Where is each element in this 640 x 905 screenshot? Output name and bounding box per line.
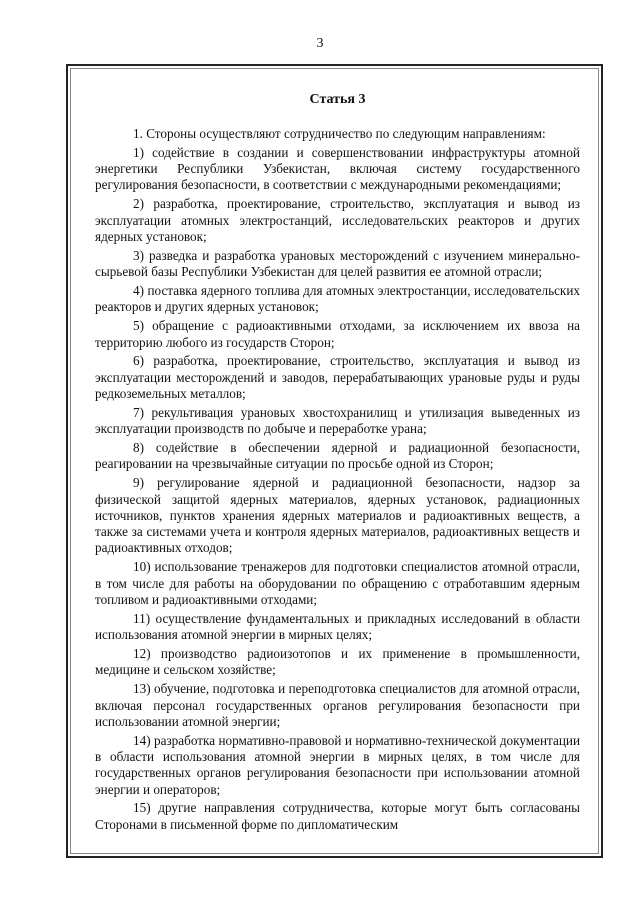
article-item-13: 13) обучение, подготовка и переподготовка специалистов для атомной отрасли, включая персонал государственных органов регулирования безопасности при использовании атомной энергии; [95,681,580,729]
article-item-11: 11) осуществление фундаментальных и прикладных исследований в области использования атомной энергии в мирных целях; [95,610,580,643]
article-item-1: 1) содействие в создании и совершенствовании инфраструктуры атомной энергетики Республики Узбекистан, включая систему государственного регулирования безопасности, в соответствии с международными рекомендациями; [95,144,580,193]
article-item-10: 10) использование тренажеров для подготовки специалистов атомной отрасли, в том числе для работы на оборудовании по обращению с отработавшим ядерным топливом и радиоактивными отходами; [95,559,580,607]
article-content [95,92,580,836]
article-item-2: 2) разработка, проектирование, строительство, эксплуатация и вывод из эксплуатации атомных электростанций, исследовательских реакторов и других ядерных установок; [95,196,580,244]
article-item-9: 9) регулирование ядерной и радиационной безопасности, надзор за физической защитой ядерных материалов, ядерных установок, радиационных источников, пунктов хранения ядерных материалов и радиоактивных веществ, а также за системами учета и контроля ядерных материалов, радиоактивных веществ и радиоактивных отходов; [95,475,580,556]
document-frame [66,64,603,858]
article-item-12: 12) производство радиоизотопов и их применение в промышленности, медицине и сельском хозяйстве; [95,646,580,678]
article-item-6: 6) разработка, проектирование, строительство, эксплуатация и вывод из эксплуатации месторождений и заводов, перерабатывающих урановые руды и руды редкоземельных металлов; [95,353,580,402]
article-item-14: 14) разработка нормативно-правовой и нормативно-технической документации в области использования атомной энергии в мирных целях, в том числе для государственных органов регулирования безопасности при использовании атомной энергии и операторов; [95,732,580,797]
article-title: Статья 3 [309,92,366,107]
page-number: 3 [316,36,324,51]
article-item-8: 8) содействие в обеспечении ядерной и радиационной безопасности, реагировании на чрезвычайные ситуации по просьбе одной из Сторон; [95,440,580,472]
article-intro: 1. Стороны осуществляют сотрудничество по следующим направлениям: [133,126,546,141]
article-item-5: 5) обращение с радиоактивными отходами, за исключением их ввоза на территорию любого из государств Сторон; [95,318,580,350]
article-item-3: 3) разведка и разработка урановых месторождений с изучением минерально-сырьевой базы Республики Узбекистан для целей развития ее атомной отрасли; [95,247,580,280]
article-item-4: 4) поставка ядерного топлива для атомных электростанции, исследовательских реакторов и других ядерных установок; [95,283,580,315]
article-item-15: 15) другие направления сотрудничества, которые могут быть согласованы Сторонами в письменной форме по дипломатическим [95,800,580,832]
article-item-7: 7) рекультивация урановых хвостохранилищ и утилизация выведенных из эксплуатации производств по добыче и переработке урана; [95,404,580,437]
